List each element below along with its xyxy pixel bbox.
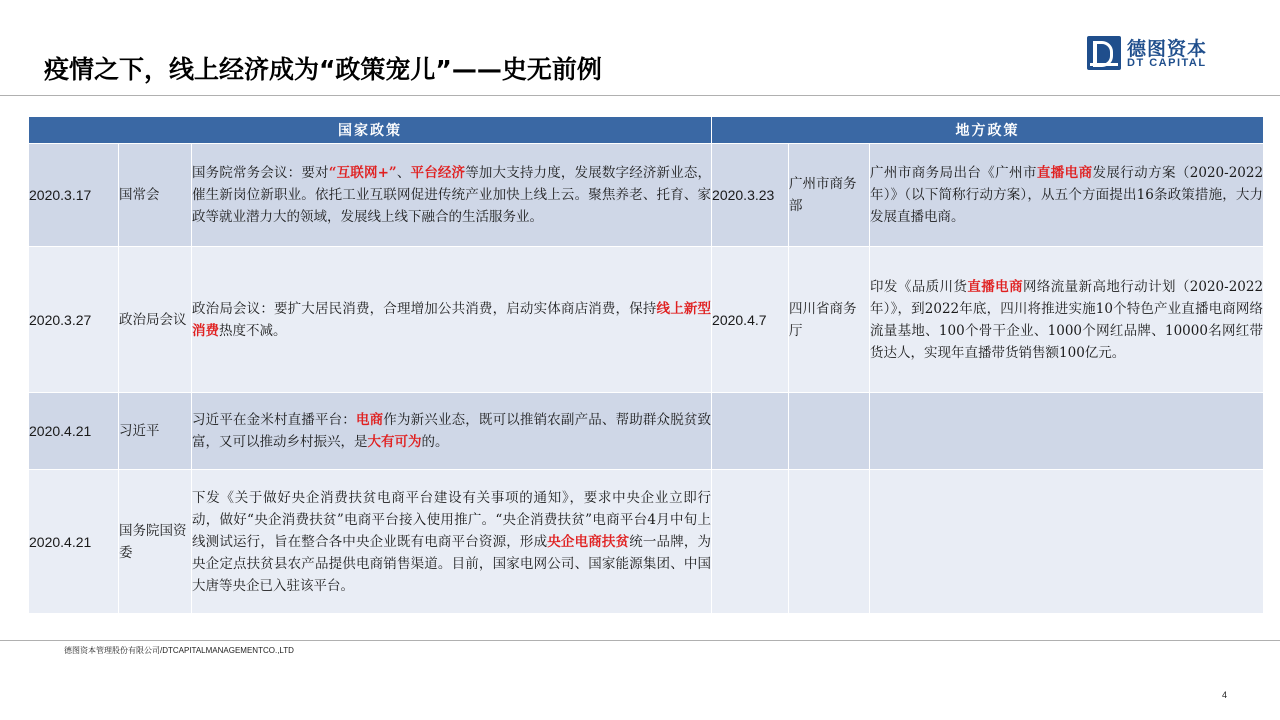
highlight-text: “互联网+” [328, 165, 397, 181]
highlight-text: 平台经济 [410, 165, 466, 181]
logo-name-cn: 德图资本 [1127, 38, 1208, 60]
text-segment: 下发《关于做好央企消费扶贫电商平台建设有关事项的通知》，要求中央企业立即行动，做好“央企消费扶贫”电商平台接入使用推广。“央企消费扶贫”电商平台4月中旬上线测试运行，旨在整合各中央企业既有电商平台资源，形成 [192, 489, 712, 550]
text-segment: 发展行动方案（2020-2022年）》（以下简称行动方案），从五个方面提出16条政策措施，大力发展直播电商。 [870, 165, 1264, 225]
text-segment: 的。 [421, 434, 449, 450]
text-segment: 印发《品质川货 [870, 278, 968, 295]
local-date: 2020.3.23 [712, 144, 789, 247]
text-segment: 网络流量新高地行动计划（2020-2022年）》，到2022年底，四川将推进实施10个特色产业直播电商网络流量基地、100个骨干企业、1000个网红品牌、10000名网红带货达人，实现年直播带货销售额100亿元。 [870, 278, 1264, 361]
national-policy-text [192, 470, 712, 614]
text-segment: 政治局会议：要扩大居民消费，合理增加公共消费，启动实体商店消费，保持 [192, 300, 657, 317]
national-org: 习近平 [119, 393, 192, 470]
local-date: 2020.4.7 [712, 247, 789, 393]
text-segment: 热度不减。 [219, 322, 287, 339]
footer-divider [0, 640, 1280, 641]
national-policy-text [192, 393, 712, 470]
header-divider [0, 95, 1280, 96]
national-policy-text [192, 144, 712, 247]
local-policy-text [870, 393, 1264, 470]
local-policy-text [870, 470, 1264, 614]
header-national-policy: 国家政策 [29, 117, 712, 144]
national-org: 政治局会议 [119, 247, 192, 393]
highlight-text: 直播电商 [1036, 165, 1093, 181]
table-row [29, 470, 1264, 614]
table-row [29, 144, 1264, 247]
text-segment: 、 [396, 165, 411, 181]
local-date [712, 393, 789, 470]
dt-logo-icon [1087, 36, 1121, 70]
company-logo [1087, 36, 1217, 74]
highlight-text: 大有可为 [367, 434, 422, 450]
header-local-policy: 地方政策 [712, 117, 1264, 144]
text-segment: 作为新兴业态，既可以推销农副产品、帮助群众脱贫致富，又可以推动乡村振兴，是 [192, 412, 712, 450]
page-number: 4 [1222, 690, 1228, 700]
national-org: 国常会 [119, 144, 192, 247]
table-row [29, 247, 1264, 393]
national-date: 2020.3.17 [29, 144, 119, 247]
table-header-row [29, 117, 1264, 144]
local-org [789, 393, 870, 470]
policy-table [28, 116, 1264, 614]
logo-name-en: DT CAPITAL [1127, 57, 1207, 69]
national-org: 国务院国资委 [119, 470, 192, 614]
text-segment: 等加大支持力度，发展数字经济新业态，催生新岗位新职业。依托工业互联网促进传统产业加快上线上云。聚焦养老、托育、家政等就业潜力大的领域，发展线上线下融合的生活服务业。 [192, 165, 712, 225]
local-date [712, 470, 789, 614]
text-segment: 统一品牌，为央企定点扶贫县农产品提供电商销售渠道。目前，国家电网公司、国家能源集团、中国大唐等央企已入驻该平台。 [192, 533, 712, 594]
local-policy-text [870, 247, 1264, 393]
local-org: 广州市商务部 [789, 144, 870, 247]
local-policy-text [870, 144, 1264, 247]
highlight-text: 直播电商 [967, 278, 1023, 295]
national-date: 2020.4.21 [29, 470, 119, 614]
highlight-text: 央企电商扶贫 [547, 533, 630, 550]
national-policy-text [192, 247, 712, 393]
local-org: 四川省商务厅 [789, 247, 870, 393]
national-date: 2020.3.27 [29, 247, 119, 393]
text-segment: 广州市商务局出台《广州市 [870, 165, 1037, 181]
highlight-text: 线上新型消费 [192, 300, 712, 339]
table-row [29, 393, 1264, 470]
text-segment: 习近平在金米村直播平台： [192, 412, 356, 428]
page-title: 疫情之下，线上经济成为“政策宠儿”——史无前例 [44, 55, 602, 84]
local-org [789, 470, 870, 614]
text-segment: 国务院常务会议：要对 [192, 165, 329, 181]
national-date: 2020.4.21 [29, 393, 119, 470]
footer-company: 德图资本管理股份有限公司/DTCAPITALMANAGEMENTCO.,LTD [64, 646, 294, 655]
highlight-text: 电商 [355, 412, 384, 428]
